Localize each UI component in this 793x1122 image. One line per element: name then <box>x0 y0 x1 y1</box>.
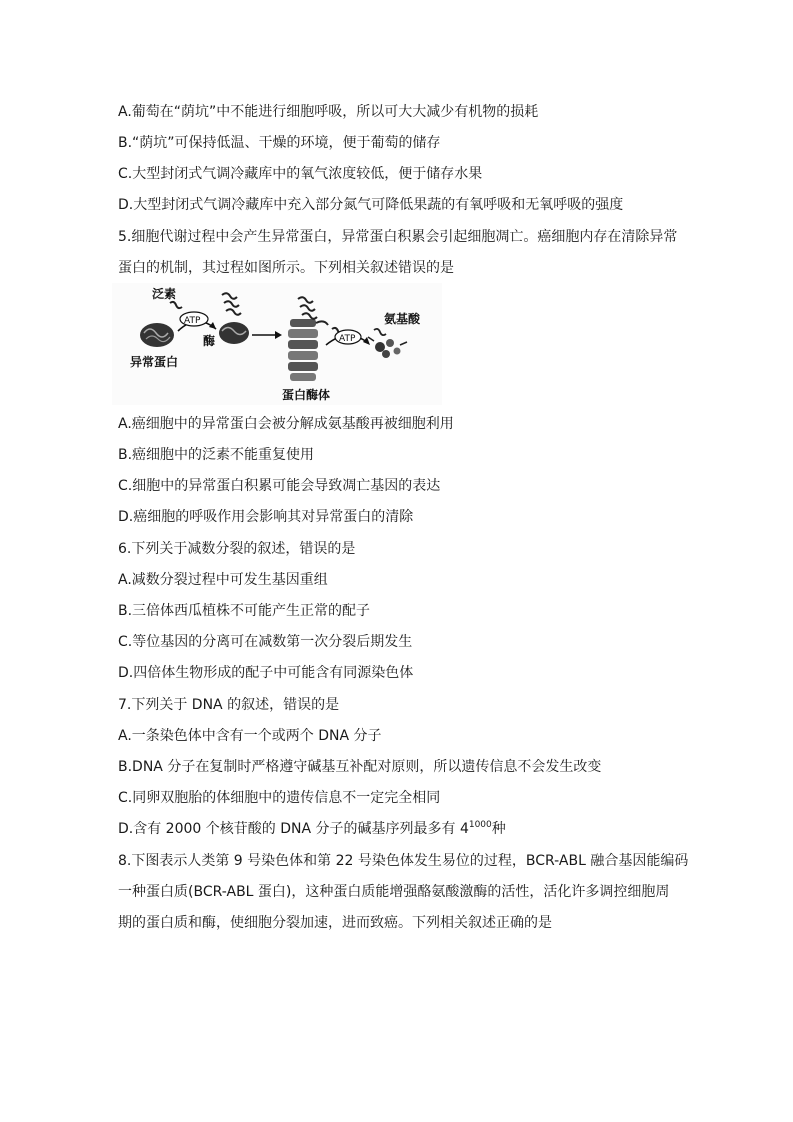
q4-option-d: D.大型封闭式气调冷藏库中充入部分氮气可降低果蔬的有氧呼吸和无氧呼吸的强度 <box>118 197 624 213</box>
q7-option-c: C.同卵双胞胎的体细胞中的遗传信息不一定完全相同 <box>118 790 441 806</box>
q7-option-d-suffix: 种 <box>491 821 506 837</box>
q7-option-a: A.一条染色体中含有一个或两个 DNA 分子 <box>118 728 382 744</box>
q8-stem-line1: 8.下图表示人类第 9 号染色体和第 22 号染色体发生易位的过程，BCR-ABL 融合基因能编码 <box>118 853 689 869</box>
label-ubiquitin: 泛素 <box>152 287 177 301</box>
q5-option-b: B.癌细胞中的泛素不能重复使用 <box>118 447 315 463</box>
q5-option-a: A.癌细胞中的异常蛋白会被分解成氨基酸再被细胞利用 <box>118 416 454 432</box>
q4-option-b: B.“荫坑”可保持低温、干燥的环境，便于葡萄的储存 <box>118 135 441 151</box>
label-abnormal-protein: 异常蛋白 <box>130 355 179 369</box>
q7-option-b: B.DNA 分子在复制时严格遵守碱基互补配对原则，所以遗传信息不会发生改变 <box>118 759 602 775</box>
abnormal-protein-icon <box>140 323 174 347</box>
q5-stem-line2: 蛋白的机制，其过程如图所示。下列相关叙述错误的是 <box>118 260 454 276</box>
q7-option-d <box>118 820 506 838</box>
q6-option-d: D.四倍体生物形成的配子中可能含有同源染色体 <box>118 665 414 681</box>
q4-option-a: A.葡萄在“荫坑”中不能进行细胞呼吸，所以可大大减少有机物的损耗 <box>118 104 539 120</box>
label-enzyme: 酶 <box>203 334 216 348</box>
label-atp-2: ATP <box>339 334 356 344</box>
label-atp-1: ATP <box>184 316 201 326</box>
q7-option-d-exponent: 1000 <box>468 820 492 830</box>
q5-option-c: C.细胞中的异常蛋白积累可能会导致凋亡基因的表达 <box>118 478 441 494</box>
q4-option-c: C.大型封闭式气调冷藏库中的氧气浓度较低，便于储存水果 <box>118 166 483 182</box>
label-proteasome: 蛋白酶体 <box>282 388 331 402</box>
q7-option-d-prefix: D.含有 2000 个核苷酸的 DNA 分子的碱基序列最多有 4 <box>118 821 469 837</box>
q5-option-d: D.癌细胞的呼吸作用会影响其对异常蛋白的清除 <box>118 509 414 525</box>
proteasome-diagram <box>112 283 442 405</box>
q6-option-b: B.三倍体西瓜植株不可能产生正常的配子 <box>118 603 371 619</box>
q7-stem: 7.下列关于 DNA 的叙述，错误的是 <box>118 697 340 713</box>
q6-option-a: A.减数分裂过程中可发生基因重组 <box>118 572 328 588</box>
label-amino-acid: 氨基酸 <box>384 312 421 326</box>
q8-stem-line2: 一种蛋白质(BCR-ABL 蛋白)，这种蛋白质能增强酪氨酸激酶的活性，活化许多调控细胞周 <box>118 884 670 900</box>
q6-stem: 6.下列关于减数分裂的叙述，错误的是 <box>118 541 356 557</box>
q8-stem-line3: 期的蛋白质和酶，使细胞分裂加速，进而致癌。下列相关叙述正确的是 <box>118 915 552 931</box>
q5-stem-line1: 5.细胞代谢过程中会产生异常蛋白，异常蛋白积累会引起细胞凋亡。癌细胞内存在清除异常 <box>118 229 678 245</box>
q6-option-c: C.等位基因的分离可在减数第一次分裂后期发生 <box>118 634 413 650</box>
